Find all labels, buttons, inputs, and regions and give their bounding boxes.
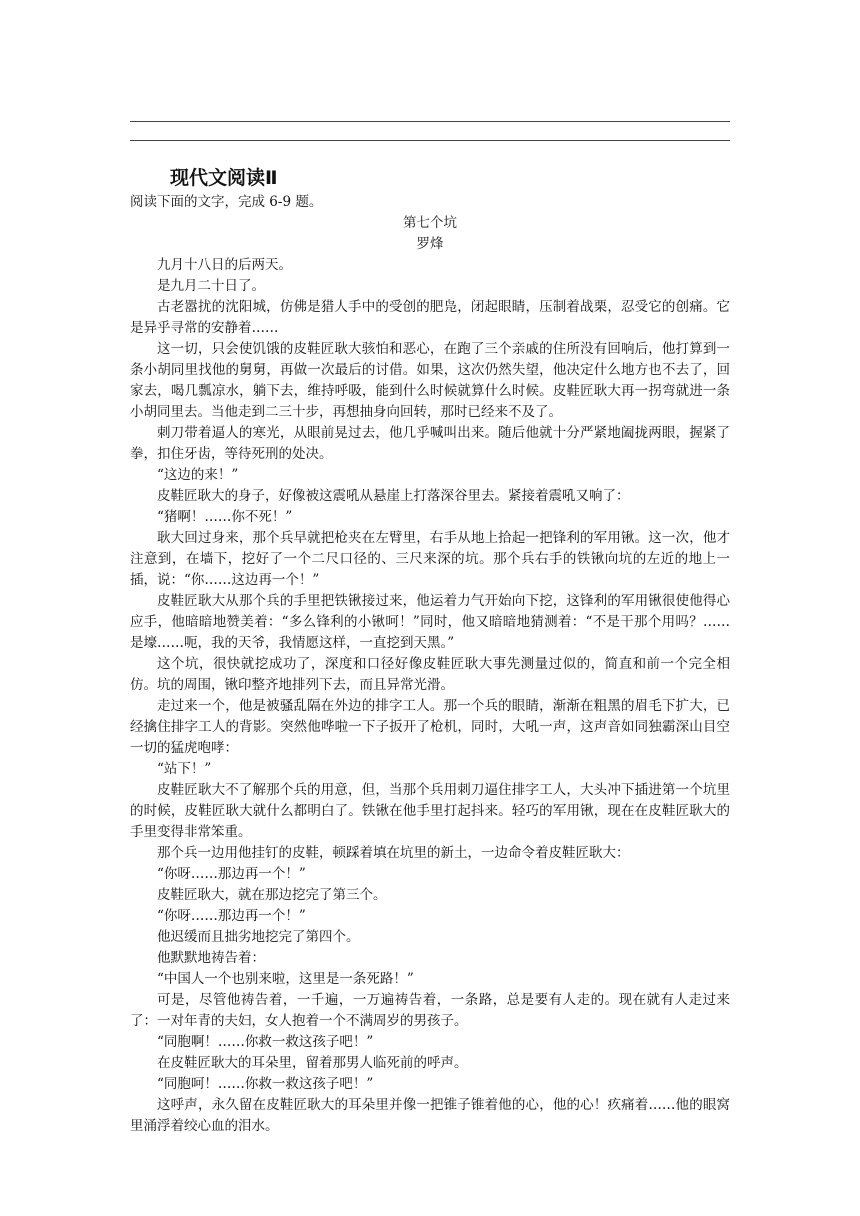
header-rule-bottom [130, 140, 730, 141]
story-paragraph: 皮鞋匠耿大的身子，好像被这震吼从悬崖上打落深谷里去。紧接着震吼又响了： [157, 488, 630, 504]
story-paragraph: 皮鞋匠耿大不了解那个兵的用意，但，当那个兵用刺刀逼住排字工人，大头冲下插进第一个坑里的时候，皮鞋匠耿大就什么都明白了。铁锹在他手里打起抖来。轻巧的军用锹，现在在皮鞋匠耿大的手里变得非常笨重。 [130, 782, 730, 840]
story-paragraph: 他默默地祷告着： [157, 950, 265, 966]
story-paragraph: 耿大回过身来，那个兵早就把枪夹在左臂里，右手从地上拾起一把锋利的军用锹。这一次，他才注意到，在墙下，挖好了一个二尺口径的、三尺来深的坑。那个兵右手的铁锹向坑的左近的地上一插，说：“你……这边再一个！” [130, 530, 730, 588]
story-paragraph: 皮鞋匠耿大从那个兵的手里把铁锹接过来，他运着力气开始向下挖，这锋利的军用锹很使他得心应手，他暗暗地赞美着：“多么锋利的小锹呵！”同时，他又暗暗地猜测着：“不是干那个用吗？……是壕……呃，我的天爷，我情愿这样，一直挖到天黑。” [130, 593, 730, 651]
story-paragraph: “你呀……那边再一个！” [157, 866, 306, 882]
story-paragraph: “同胞啊！……你救一救这孩子吧！” [157, 1034, 374, 1050]
document-page [130, 160, 730, 1137]
story-paragraph: 可是，尽管他祷告着，一千遍，一万遍祷告着，一条路，总是要有人走的。现在就有人走过来了：一对年青的夫妇，女人抱着一个不满周岁的男孩子。 [130, 992, 730, 1029]
story-paragraph: 那个兵一边用他挂钉的皮鞋，顿踩着填在坑里的新土，一边命令着皮鞋匠耿大： [157, 845, 630, 861]
section-heading: 现代文阅读Ⅱ [170, 167, 278, 189]
story-paragraph: “中国人一个也别来啦，这里是一条死路！” [157, 971, 414, 987]
story-paragraph: “这边的来！” [157, 467, 239, 483]
story-paragraph: 是九月二十日了。 [157, 278, 265, 294]
story-paragraph: 刺刀带着逼人的寒光，从眼前晃过去，他几乎喊叫出来。随后他就十分严紧地阖拢两眼，握紧了拳，扣住牙齿，等待死刑的处决。 [130, 425, 730, 462]
story-body [130, 255, 730, 1137]
story-paragraph: 这呼声，永久留在皮鞋匠耿大的耳朵里并像一把锥子锥着他的心，他的心！疚痛着……他的眼窝里涌浮着绞心血的泪水。 [130, 1097, 730, 1134]
story-paragraph: 古老嚣扰的沈阳城，仿佛是猎人手中的受创的肥凫，闭起眼睛，压制着战栗，忍受它的创痛。它是异乎寻常的安静着…… [130, 299, 730, 336]
story-paragraph: “站下！” [157, 761, 212, 777]
header-rule-top [130, 121, 730, 122]
question-instruction: 阅读下面的文字，完成 6-9 题。 [130, 194, 323, 210]
story-author: 罗烽 [416, 236, 444, 252]
story-paragraph: “你呀……那边再一个！” [157, 908, 306, 924]
story-paragraph: “同胞呵！……你救一救这孩子吧！” [157, 1076, 374, 1092]
story-paragraph: 在皮鞋匠耿大的耳朵里，留着那男人临死前的呼声。 [157, 1055, 468, 1071]
story-paragraph: 这个坑，很快就挖成功了，深度和口径好像皮鞋匠耿大事先测量过似的，简直和前一个完全相仿。坑的周围，锹印整齐地排列下去，而且异常光滑。 [130, 656, 730, 693]
story-paragraph: 这一切，只会使饥饿的皮鞋匠耿大骇怕和恶心，在跑了三个亲戚的住所没有回响后，他打算到一条小胡同里找他的舅舅，再做一次最后的讨借。如果，这次仍然失望，他决定什么地方也不去了，回家去，喝几瓢凉水，躺下去，维持呼吸，能到什么时候就算什么时候。皮鞋匠耿大再一拐弯就进一条小胡同里去。当他走到二三十步，再想抽身向回转，那时已经来不及了。 [130, 341, 730, 420]
story-paragraph: 皮鞋匠耿大，就在那边挖完了第三个。 [157, 887, 387, 903]
story-paragraph: 走过来一个，他是被骚乱隔在外边的排字工人。那一个兵的眼睛，渐渐在粗黑的眉毛下扩大，已经擒住排字工人的背影。突然他哗啦一下子扳开了枪机，同时，大吼一声，这声音如同独霸深山目空一切的猛虎咆哮： [130, 698, 730, 756]
story-title: 第七个坑 [403, 215, 457, 231]
story-paragraph: 他迟缓而且拙劣地挖完了第四个。 [157, 929, 360, 945]
story-paragraph: 九月十八日的后两天。 [157, 257, 292, 273]
story-paragraph: “猪啊！……你不死！” [157, 509, 293, 525]
